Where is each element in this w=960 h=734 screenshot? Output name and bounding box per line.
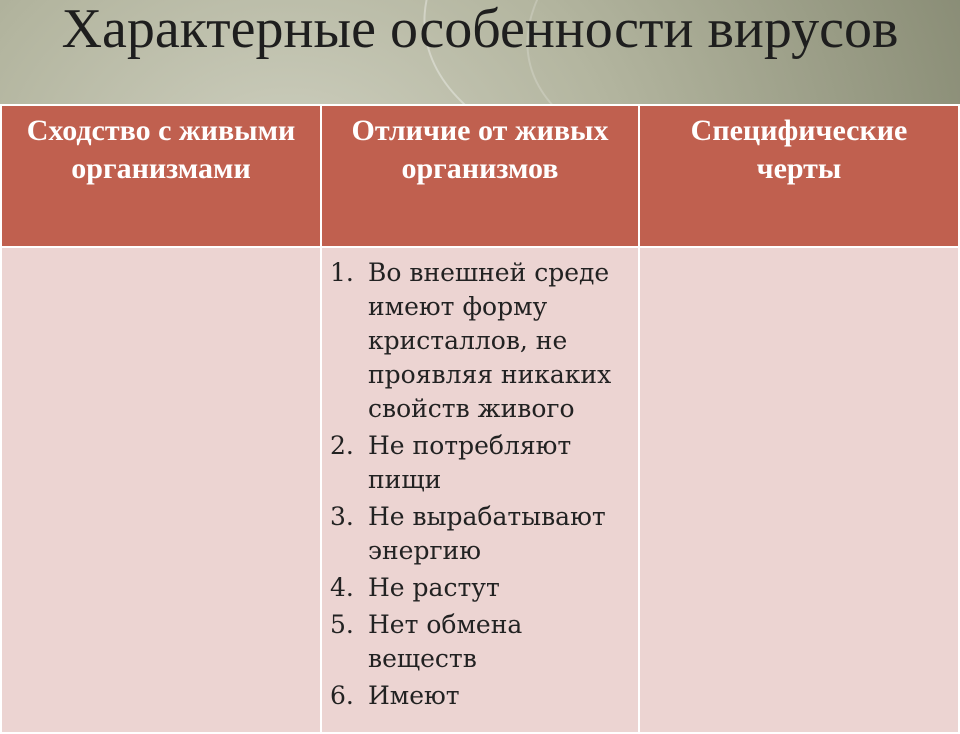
list-text: Нет обмена веществ: [368, 610, 523, 673]
list-number: 6.: [330, 681, 354, 710]
header-specific: Специфические черты: [639, 105, 959, 247]
list-text: Имеют: [368, 681, 460, 710]
list-number: 5.: [330, 610, 354, 639]
list-number: 1.: [330, 258, 354, 287]
comparison-table: [0, 104, 960, 734]
list-text: Не потребляют пищи: [368, 431, 572, 494]
list-item: [330, 429, 638, 497]
list-item: [330, 608, 638, 676]
list-item: [330, 256, 638, 426]
list-item: [330, 679, 638, 713]
list-number: 2.: [330, 431, 354, 460]
header-difference: Отличие от живых организмов: [321, 105, 639, 247]
list-text: Не вырабатывают энергию: [368, 502, 606, 565]
table-row: [1, 247, 959, 733]
cell-specific: [639, 247, 959, 733]
cell-difference: [321, 247, 639, 733]
table-header-row: [1, 105, 959, 247]
list-number: 3.: [330, 502, 354, 531]
difference-list: [322, 256, 638, 713]
list-item: [330, 571, 638, 605]
list-text: Во внешней среде имеют форму кристаллов, не проявляя никаких свойств живого: [368, 258, 612, 423]
list-number: 4.: [330, 573, 354, 602]
slide-title: Характерные особенности вирусов: [61, 0, 899, 60]
list-text: Не растут: [368, 573, 500, 602]
header-similarity: Сходство с живыми организмами: [1, 105, 321, 247]
cell-similarity: [1, 247, 321, 733]
list-item: [330, 500, 638, 568]
